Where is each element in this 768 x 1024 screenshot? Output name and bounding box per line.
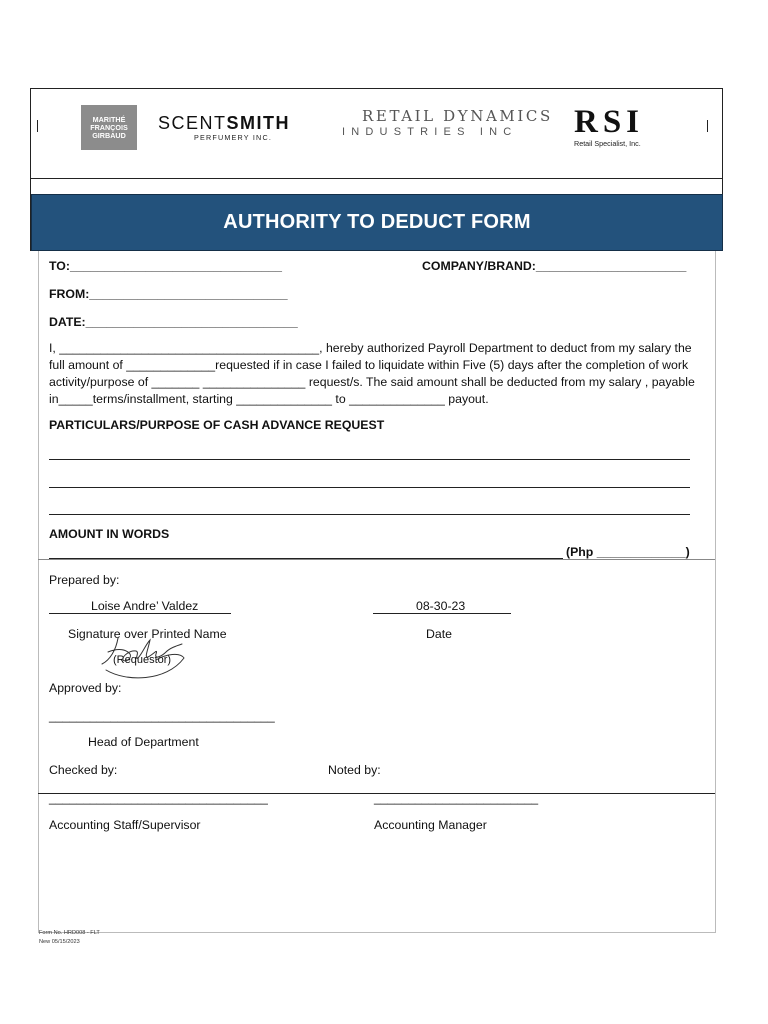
particulars-line[interactable] [49, 487, 690, 488]
checker-signature-line[interactable]: ________________________________ [49, 791, 268, 805]
form-number: Form No. HRD008 - FLT [39, 930, 100, 936]
requestor-date-line[interactable] [373, 613, 511, 614]
rsi-subtitle: Retail Specialist, Inc. [574, 139, 641, 148]
body-right-border [715, 251, 716, 933]
header-top-border [30, 88, 723, 89]
accounting-staff-caption: Accounting Staff/Supervisor [49, 818, 201, 832]
body-bottom-border [38, 932, 716, 933]
head-of-department-caption: Head of Department [88, 735, 199, 749]
header-bottom-border [30, 178, 723, 179]
requestor-signature [96, 630, 188, 686]
logo-text: MARITHÉ [92, 114, 126, 124]
scentsmith-logo-scent: SCENT [158, 113, 227, 133]
prepared-by-label: Prepared by: [49, 573, 120, 587]
accounting-manager-caption: Accounting Manager [374, 818, 487, 832]
logo-text: GIRBAUD [92, 130, 126, 140]
requestor-date: 08-30-23 [416, 599, 466, 613]
section-divider [38, 559, 715, 560]
left-edge-mark [37, 120, 38, 132]
approved-by-label: Approved by: [49, 681, 122, 695]
rsi-logo: RSI [574, 104, 645, 140]
company-brand-field[interactable]: COMPANY/BRAND:______________________ [422, 259, 687, 273]
right-edge-mark [707, 120, 708, 132]
amount-in-words-label: AMOUNT IN WORDS [49, 527, 170, 541]
form-title: AUTHORITY TO DEDUCT FORM [223, 211, 531, 233]
requestor-caption: (Requestor) [113, 654, 172, 666]
requestor-name: Loise Andre’ Valdez [91, 599, 199, 613]
form-version: New 05/15/2023 [39, 939, 80, 945]
scentsmith-logo-smith: SMITH [226, 113, 291, 133]
from-field[interactable]: FROM:_____________________________ [49, 287, 288, 301]
date-caption: Date [426, 627, 452, 641]
title-banner [31, 194, 723, 251]
particulars-line[interactable] [49, 459, 690, 460]
authorization-line: I, ______________________________________, hereby authorized Payroll Department to deduct from my salary the [49, 341, 692, 355]
marithe-francois-girbaud-logo [81, 105, 137, 150]
signature-caption: Signature over Printed Name [68, 627, 227, 641]
retail-dynamics-logo: RETAIL DYNAMICS [362, 107, 553, 125]
php-amount-field[interactable]: (Php _____________) [566, 545, 690, 559]
scentsmith-logo [158, 114, 290, 132]
requestor-name-line[interactable] [49, 613, 231, 614]
retail-dynamics-subtitle: INDUSTRIES INC [342, 126, 518, 138]
scentsmith-subtitle: PERFUMERY INC. [194, 133, 273, 142]
authorization-line: activity/purpose of _______ _______________ request/s. The said amount shall be deducted from my salary , payable [49, 375, 695, 389]
to-field[interactable]: TO:_______________________________ [49, 259, 282, 273]
particulars-line[interactable] [49, 514, 690, 515]
authorization-line: in_____terms/installment, starting ______________ to ______________ payout. [49, 392, 489, 406]
approver-signature-line[interactable]: _________________________________ [49, 709, 275, 723]
checked-by-label: Checked by: [49, 763, 118, 777]
date-field[interactable]: DATE:_______________________________ [49, 315, 298, 329]
noted-by-label: Noted by: [328, 763, 381, 777]
body-left-border [38, 251, 39, 933]
logo-text: FRANÇOIS [90, 122, 128, 132]
noter-signature-line[interactable]: ________________________ [374, 791, 539, 805]
particulars-label: PARTICULARS/PURPOSE OF CASH ADVANCE REQUEST [49, 418, 385, 432]
authorization-line: full amount of _____________requested if in case I failed to liquidate within Five (5) days after the completion of work [49, 358, 689, 372]
